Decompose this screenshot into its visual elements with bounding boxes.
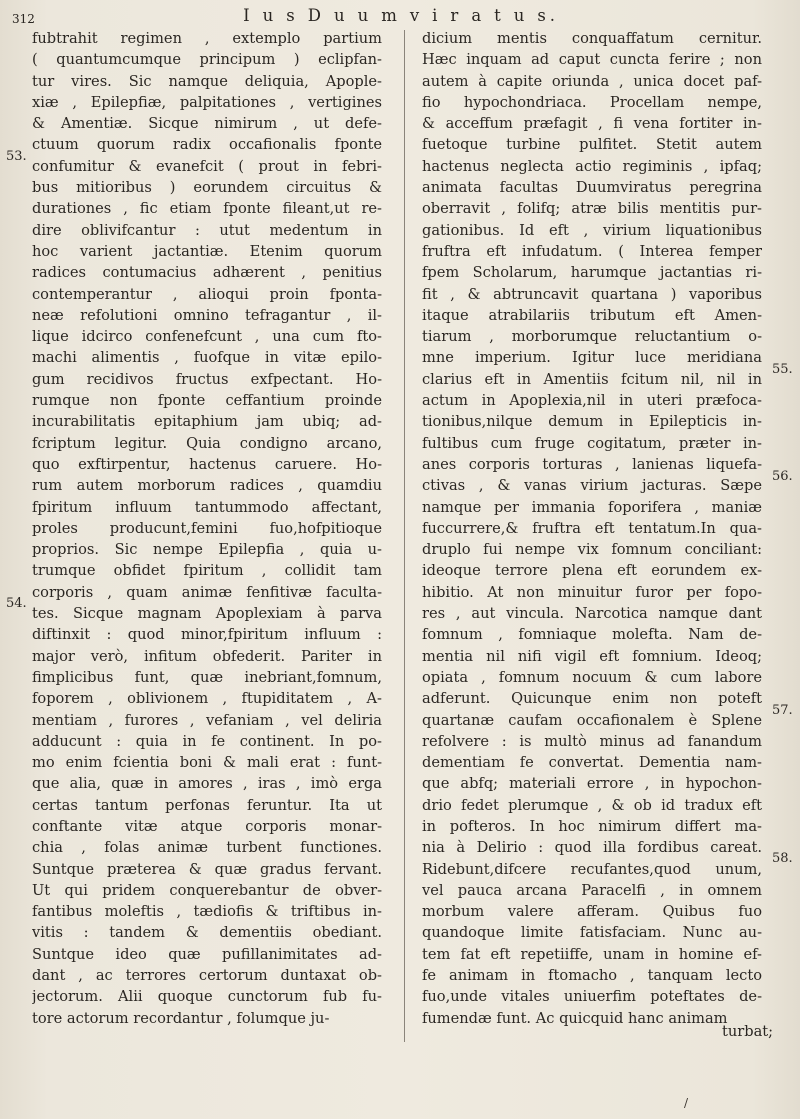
text-line: tem fat eft repetiiffe, unam in homine ef- bbox=[422, 945, 762, 963]
text-line: autem à capite oriunda , unica docet paf- bbox=[422, 72, 762, 90]
text-line: major verò, infitum obfederit. Pariter in bbox=[32, 647, 382, 665]
text-line: fuccurrere,& fruftra eft tentatum.In qua- bbox=[422, 519, 762, 537]
text-line: certas tantum perfonas feruntur. Ita ut bbox=[32, 796, 382, 814]
right-text-column bbox=[422, 28, 762, 1029]
catchword: turbat; bbox=[722, 1023, 774, 1040]
text-line: fcriptum legitur. Quia condigno arcano, bbox=[32, 434, 382, 452]
text-line: gum recidivos fructus exfpectant. Ho- bbox=[32, 370, 382, 388]
text-line: Hæc inquam ad caput cuncta ferire ; non bbox=[422, 51, 762, 69]
text-line: tur vires. Sic namque deliquia, Apople- bbox=[32, 72, 382, 90]
text-line: Suntque præterea & quæ gradus fervant. bbox=[32, 860, 382, 878]
text-line: dant , ac terrores certorum duntaxat ob- bbox=[32, 967, 382, 985]
text-line: radices contumacius adhærent , penitius bbox=[32, 264, 382, 282]
text-line: tiarum , morborumque reluctantium o- bbox=[422, 328, 762, 346]
text-line: fe animam in ftomacho , tanquam lecto bbox=[422, 967, 762, 985]
text-line: machi alimentis , fuofque in vitæ epilo- bbox=[32, 349, 382, 367]
text-line: mne imperium. Igitur luce meridiana bbox=[422, 349, 762, 367]
text-line: refolvere : is multò minus ad fanandum bbox=[422, 732, 762, 750]
text-line: drio fedet plerumque , & ob id tradux eft bbox=[422, 796, 762, 814]
text-line: animata facultas Duumviratus peregrina bbox=[422, 179, 762, 197]
text-line: vitis : tandem & dementiis obediant. bbox=[32, 924, 382, 942]
text-line: bus mitioribus ) eorundem circuitus & bbox=[32, 179, 382, 197]
text-line: ideoque terrore plena eft eorundem ex- bbox=[422, 562, 762, 580]
text-line: hactenus neglecta actio regiminis , ipfaq; bbox=[422, 157, 762, 175]
text-line: confumitur & evanefcit ( prout in febri- bbox=[32, 157, 382, 175]
text-line: proles producunt,femini fuo,hofpitioque bbox=[32, 519, 382, 537]
text-line: que abfq; materiali errore , in hypochon- bbox=[422, 775, 762, 793]
text-line: ctuum quorum radix occafionalis fponte bbox=[32, 136, 382, 154]
text-line: adducunt : quia in fe continent. In po- bbox=[32, 732, 382, 750]
margin-number-56: 56. bbox=[772, 469, 793, 484]
text-line: namque per immania foporifera , maniæ bbox=[422, 498, 762, 516]
text-line: mentiam , furores , vefaniam , vel deliria bbox=[32, 711, 382, 729]
text-line: tionibus,nilque demum in Epilepticis in- bbox=[422, 413, 762, 431]
text-line: res , aut vincula. Narcotica namque dant bbox=[422, 605, 762, 623]
margin-number-58: 58. bbox=[772, 851, 793, 866]
text-line: fubtrahit regimen , extemplo partium bbox=[32, 30, 382, 47]
text-line: & acceffum præfagit , fi vena fortiter in- bbox=[422, 115, 762, 133]
text-line: clarius eft in Amentiis fcitum nil, nil in bbox=[422, 370, 762, 388]
bottom-mark: / bbox=[684, 1096, 689, 1110]
running-title: I u s D u u m v i r a t u s. bbox=[243, 6, 559, 26]
text-line: vel pauca arcana Paracelfi , in omnem bbox=[422, 881, 762, 899]
text-line: & Amentiæ. Sicque nimirum , ut defe- bbox=[32, 115, 382, 133]
text-line: tes. Sicque magnam Apoplexiam à parva bbox=[32, 605, 382, 623]
text-line: fumendæ funt. Ac quicquid hanc animam bbox=[422, 1009, 728, 1027]
text-line: fimplicibus funt, quæ inebriant,fomnum, bbox=[32, 668, 382, 686]
text-line: contemperantur , alioqui proin fponta- bbox=[32, 285, 382, 303]
margin-number-54: 54. bbox=[6, 596, 27, 611]
text-line: opiata , fomnum nocuum & cum labore bbox=[422, 668, 762, 686]
text-line: que alia, quæ in amores , iras , imò erga bbox=[32, 775, 382, 793]
text-line: hoc varient jactantiæ. Etenim quorum bbox=[32, 242, 382, 260]
text-line: neæ refolutioni omnino tefragantur , il- bbox=[32, 306, 382, 324]
text-line: fpiritum influum tantummodo affectant, bbox=[32, 498, 382, 516]
text-line: chia , folas animæ turbent functiones. bbox=[32, 839, 382, 857]
text-line: rumque non fponte ceffantium proinde bbox=[32, 392, 382, 410]
text-line: morbum valere afferam. Quibus fuo bbox=[422, 903, 762, 921]
text-line: fuo,unde vitales uniuerfim poteftates de- bbox=[422, 988, 762, 1006]
left-text-column bbox=[32, 28, 382, 1029]
text-line: hibitio. At non minuitur furor per fopo- bbox=[422, 583, 762, 601]
text-line: adferunt. Quicunque enim non poteft bbox=[422, 690, 762, 708]
text-line: fio hypochondriaca. Procellam nempe, bbox=[422, 93, 762, 111]
text-line: conftante vitæ atque corporis monar- bbox=[32, 817, 382, 835]
text-line: nia à Delirio : quod illa fordibus careat. bbox=[422, 839, 762, 857]
column-divider bbox=[404, 30, 405, 1042]
text-line: trumque obfidet fpiritum , collidit tam bbox=[32, 562, 382, 580]
text-line: fuetoque turbine pulfitet. Stetit autem bbox=[422, 136, 762, 154]
text-line: jectorum. Alii quoque cunctorum fub fu- bbox=[32, 988, 382, 1006]
text-line: quartanæ caufam occafionalem è Splene bbox=[422, 711, 762, 729]
text-line: dire oblivifcantur : utut medentum in bbox=[32, 221, 382, 239]
text-line: oberravit , folifq; atræ bilis mentitis pur- bbox=[422, 200, 762, 218]
text-line: Ridebunt,difcere recufantes,quod unum, bbox=[422, 860, 762, 878]
text-line: dementiam fe convertat. Dementia nam- bbox=[422, 754, 762, 772]
text-line: fantibus moleftis , tædiofis & triftibus in- bbox=[32, 903, 382, 921]
text-line: quo exftirpentur, hactenus caruere. Ho- bbox=[32, 455, 382, 473]
text-line: actum in Apoplexia,nil in uteri præfoca- bbox=[422, 392, 762, 410]
text-line: gationibus. Id eft , virium liquationibus bbox=[422, 221, 762, 239]
text-line: rum autem morborum radices , quamdiu bbox=[32, 477, 382, 495]
text-line: corporis , quam animæ fenfitivæ faculta- bbox=[32, 583, 382, 601]
text-line: ctivas , & vanas virium jacturas. Sæpe bbox=[422, 477, 762, 495]
text-line: mentia nil nifi vigil eft fomnium. Ideoq; bbox=[422, 647, 762, 665]
text-line: proprios. Sic nempe Epilepfia , quia u- bbox=[32, 541, 382, 559]
text-line: itaque atrabilariis tributum eft Amen- bbox=[422, 306, 762, 324]
text-line: tore actorum recordantur , folumque ju- bbox=[32, 1009, 330, 1027]
text-line: fit , & abtruncavit quartana ) vaporibus bbox=[422, 285, 762, 303]
text-line: fultibus cum fruge cogitatum, præter in- bbox=[422, 434, 762, 452]
text-line: druplo fui nempe vix fomnum conciliant: bbox=[422, 541, 762, 559]
text-line: dicium mentis conquaffatum cernitur. bbox=[422, 30, 762, 47]
text-line: incurabilitatis epitaphium jam ubiq; ad- bbox=[32, 413, 382, 431]
page-number: 312 bbox=[12, 12, 35, 26]
text-line: quandoque limite fatisfaciam. Nunc au- bbox=[422, 924, 762, 942]
margin-number-53: 53. bbox=[6, 149, 27, 164]
text-line: diftinxit : quod minor,fpiritum influum : bbox=[32, 626, 382, 644]
margin-number-55: 55. bbox=[772, 362, 793, 377]
text-line: anes corporis torturas , lanienas liquefa- bbox=[422, 455, 762, 473]
text-line: ( quantumcumque principum ) eclipfan- bbox=[32, 51, 382, 69]
text-line: Suntque ideo quæ pufillanimitates ad- bbox=[32, 945, 382, 963]
text-line: fruftra eft infudatum. ( Interea femper bbox=[422, 242, 762, 260]
text-line: mo enim fcientia boni & mali erat : funt- bbox=[32, 754, 382, 772]
text-line: durationes , fic etiam fponte fileant,ut re- bbox=[32, 200, 382, 218]
text-line: in pofteros. In hoc nimirum differt ma- bbox=[422, 817, 762, 835]
text-line: foporem , oblivionem , ftupiditatem , A- bbox=[32, 690, 382, 708]
text-line: lique idcirco confenefcunt , una cum fto- bbox=[32, 328, 382, 346]
text-line: Ut qui pridem conquerebantur de obver- bbox=[32, 881, 382, 899]
text-line: fomnum , fomniaque molefta. Nam de- bbox=[422, 626, 762, 644]
text-line: fpem Scholarum, harumque jactantias ri- bbox=[422, 264, 762, 282]
margin-number-57: 57. bbox=[772, 703, 793, 718]
text-line: xiæ , Epilepfiæ, palpitationes , vertigines bbox=[32, 93, 382, 111]
